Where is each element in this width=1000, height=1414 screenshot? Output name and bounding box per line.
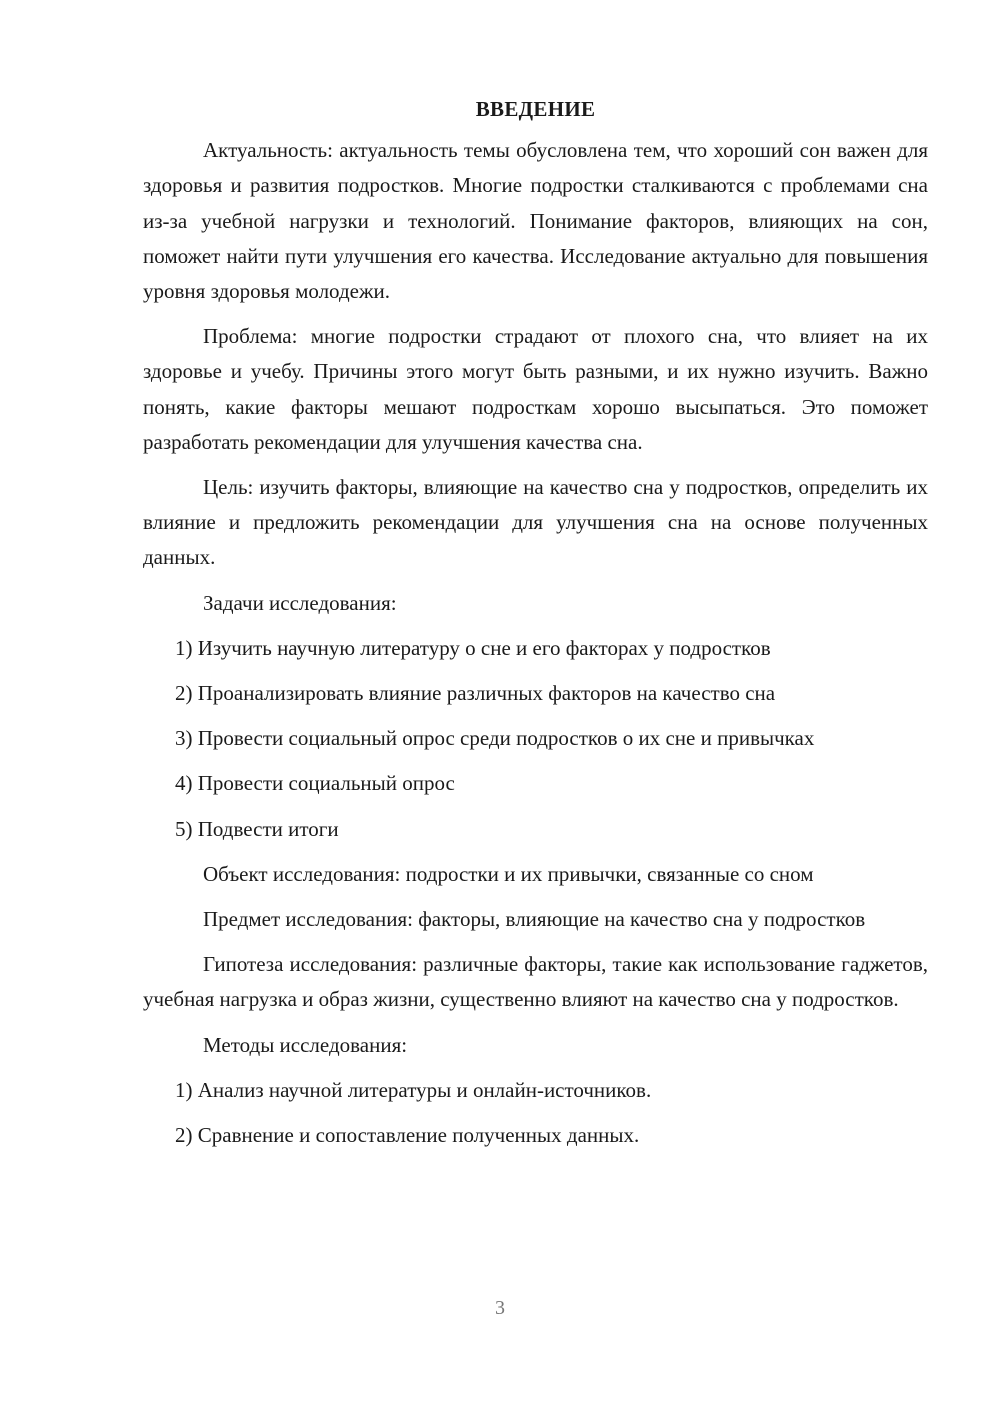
hypothesis-paragraph: Гипотеза исследования: различные факторы, такие как использование гаджетов, учебная нагрузка и образ жизни, существенно влияют на качество сна у подростков.: [143, 952, 928, 1012]
object-paragraph: Объект исследования: подростки и их привычки, связанные со сном: [203, 861, 814, 886]
tasks-list: [143, 631, 928, 847]
task-item: 5) Подвести итоги: [175, 816, 339, 841]
task-item: 4) Провести социальный опрос: [175, 771, 455, 796]
document-page: [143, 92, 928, 1163]
method-item: 2) Сравнение и сопоставление полученных данных.: [175, 1123, 640, 1148]
method-item: 1) Анализ научной литературы и онлайн-источников.: [175, 1077, 652, 1102]
tasks-heading: Задачи исследования:: [203, 590, 397, 615]
goal-paragraph: Цель: изучить факторы, влияющие на качество сна у подростков, определить их влияние и предложить рекомендации для улучшения сна на основе полученных данных.: [143, 475, 928, 570]
subject-paragraph: Предмет исследования: факторы, влияющие на качество сна у подростков: [203, 907, 866, 932]
relevance-paragraph: Актуальность: актуальность темы обусловлена тем, что хороший сон важен для здоровья и развития подростков. Многие подростки сталкиваются с проблемами сна из-за учебной нагрузки и технологий. Понимание факторов, влияющих на сон, поможет найти пути улучшения его качества. Исследование актуально для повышения уровня здоровья молодежи.: [143, 138, 928, 304]
methods-heading: Методы исследования:: [203, 1032, 408, 1057]
task-item: 2) Проанализировать влияние различных факторов на качество сна: [175, 681, 776, 706]
task-item: 1) Изучить научную литературу о сне и его факторах у подростков: [175, 635, 771, 660]
task-item: 3) Провести социальный опрос среди подростков о их сне и привычках: [175, 726, 815, 751]
section-title: ВВЕДЕНИЕ: [475, 97, 596, 121]
problem-paragraph: Проблема: многие подростки страдают от плохого сна, что влияет на их здоровье и учебу. Причины этого могут быть разными, и их нужно изучить. Важно понять, какие факторы мешают подросткам хорошо высыпаться. Это поможет разработать рекомендации для улучшения качества сна.: [143, 324, 928, 454]
methods-list: [143, 1073, 928, 1153]
page-number: 3: [495, 1297, 505, 1319]
